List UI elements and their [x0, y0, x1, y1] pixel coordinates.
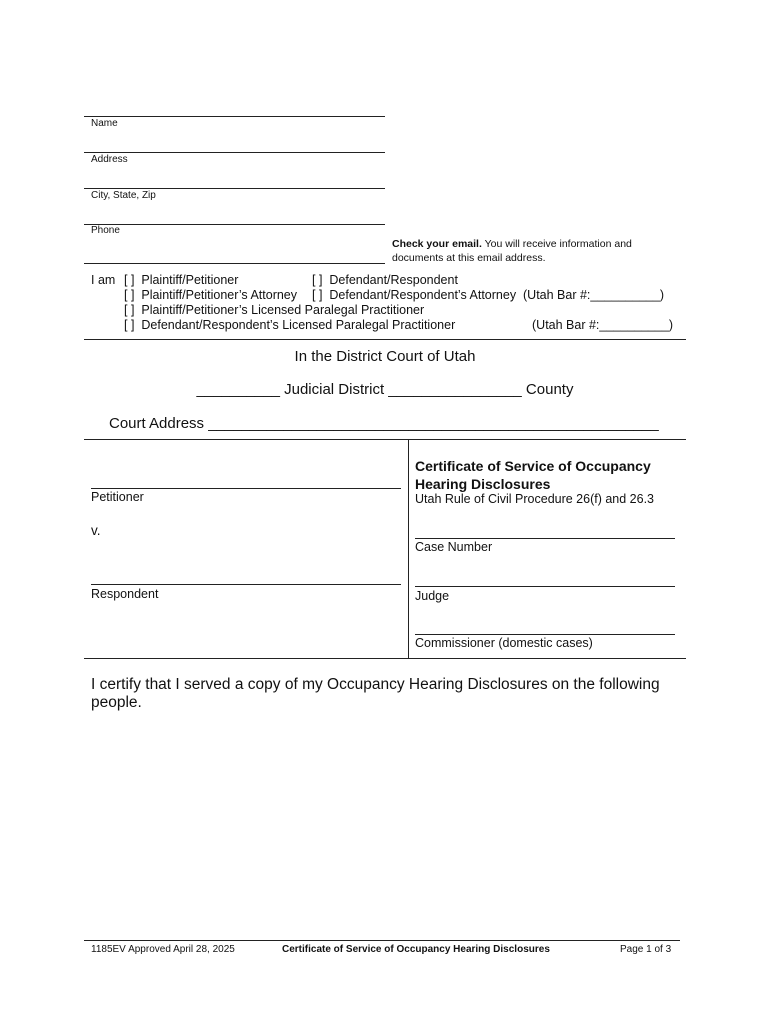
court-title: In the District Court of Utah: [294, 348, 476, 365]
role-plaintiff-attorney-checkbox[interactable]: [ ] Plaintiff/Petitioner’s Attorney: [124, 288, 298, 302]
footer-form-id: 1185EV Approved April 28, 2025: [91, 944, 235, 955]
email-line[interactable]: [84, 263, 385, 264]
document-title-line2: Hearing Disclosures: [415, 476, 551, 492]
email-note: [392, 237, 692, 265]
judge-line[interactable]: [415, 586, 675, 587]
role-defendant-checkbox[interactable]: [ ] Defendant/Respondent: [312, 273, 458, 287]
judicial-district-line[interactable]: __________ Judicial District ________________ County: [196, 381, 574, 398]
judge-label: Judge: [415, 589, 450, 603]
phone-line[interactable]: [84, 224, 385, 225]
email-note-bold: Check your email.: [392, 238, 482, 250]
section-divider-top: [84, 339, 686, 340]
address-label: Address: [91, 154, 128, 165]
commissioner-line[interactable]: [415, 634, 675, 635]
name-line[interactable]: [84, 116, 385, 117]
name-label: Name: [91, 118, 118, 129]
commissioner-label: Commissioner (domestic cases): [415, 636, 593, 650]
certify-statement: [91, 676, 691, 712]
case-number-label: Case Number: [415, 540, 493, 554]
email-note-line2: documents at this email address.: [392, 252, 546, 264]
address-line[interactable]: [84, 152, 385, 153]
footer-rule: [84, 940, 680, 941]
court-address-line[interactable]: Court Address ______________________________________________________: [109, 415, 659, 432]
respondent-line[interactable]: [91, 584, 401, 585]
document-title: [415, 457, 685, 493]
role-defendant-lpp-checkbox[interactable]: [ ] Defendant/Respondent’s Licensed Paralegal Practitioner: [124, 318, 456, 332]
city-state-zip-line[interactable]: [84, 188, 385, 189]
document-title-line1: Certificate of Service of Occupancy: [415, 458, 651, 474]
caption-bottom-border: [84, 658, 686, 659]
role-defendant-lpp-bar-number[interactable]: (Utah Bar #:__________): [532, 318, 674, 332]
role-defendant-attorney-checkbox[interactable]: [ ] Defendant/Respondent’s Attorney (Utah Bar #:__________): [312, 288, 665, 302]
petitioner-line[interactable]: [91, 488, 401, 489]
phone-label: Phone: [91, 225, 120, 236]
caption-top-border: [84, 439, 686, 440]
caption-center-divider: [408, 439, 409, 659]
versus-label: v.: [91, 523, 101, 538]
certify-line2: people.: [91, 694, 142, 711]
city-state-zip-label: City, State, Zip: [91, 190, 156, 201]
role-plaintiff-lpp-checkbox[interactable]: [ ] Plaintiff/Petitioner’s Licensed Paralegal Practitioner: [124, 303, 425, 317]
footer-form-title: Certificate of Service of Occupancy Hearing Disclosures: [282, 944, 550, 955]
i-am-label: I am: [91, 273, 116, 287]
certify-line1: I certify that I served a copy of my Occupancy Hearing Disclosures on the following: [91, 676, 660, 693]
role-plaintiff-checkbox[interactable]: [ ] Plaintiff/Petitioner: [124, 273, 239, 287]
case-number-line[interactable]: [415, 538, 675, 539]
respondent-label: Respondent: [91, 587, 159, 601]
email-note-line1: You will receive information and: [481, 238, 632, 250]
footer-page-number: Page 1 of 3: [620, 944, 672, 955]
petitioner-label: Petitioner: [91, 490, 144, 504]
rule-reference: Utah Rule of Civil Procedure 26(f) and 26.3: [415, 492, 655, 506]
